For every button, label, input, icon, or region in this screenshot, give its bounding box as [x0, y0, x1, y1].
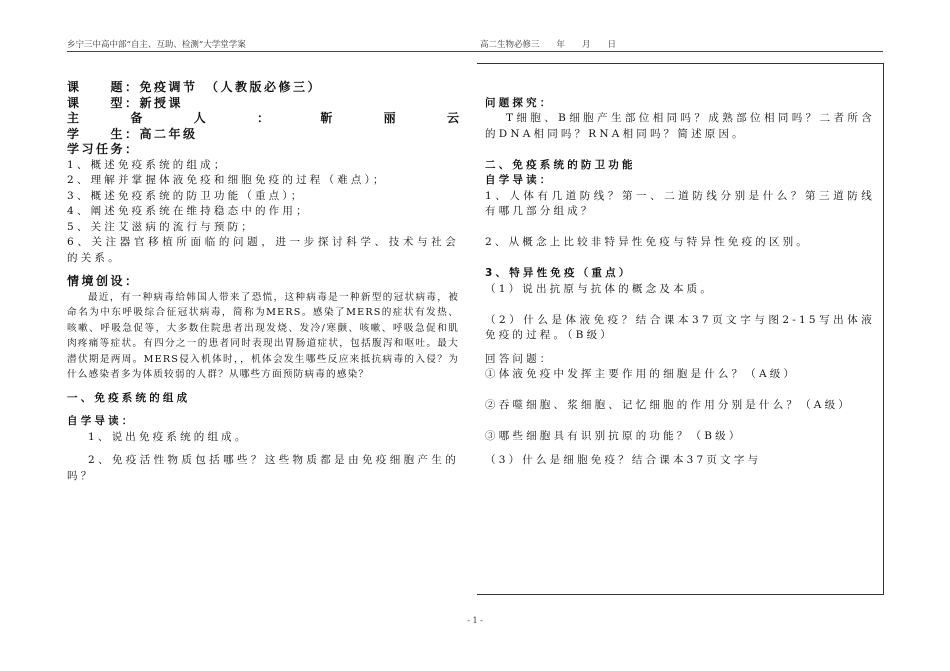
guide-1-title: 自学导读：	[67, 415, 136, 427]
author-char-2: 备	[130, 111, 143, 125]
answer-title: 回答问题：	[485, 352, 554, 365]
item-3-title: 3、特异性免疫（重点）	[485, 267, 633, 279]
header-right: 高二生物必修三 年 月 日	[480, 40, 617, 50]
explore-title: 问题探究：	[485, 96, 554, 109]
task-1: 1、概述免疫系统的组成；	[67, 158, 228, 171]
section-2-title: 二、免疫系统的防卫功能	[485, 158, 636, 171]
author-char-3: 人	[193, 111, 206, 125]
left-column	[67, 80, 459, 484]
task-3: 3、概述免疫系统的防卫功能（重点）；	[67, 189, 305, 202]
lesson-topic: 课 题：免疫调节 （人教版必修三）	[67, 80, 323, 94]
author-char-5: 靳	[320, 111, 333, 125]
situation-text: 最近，有一种病毒给韩国人带来了恐慌，这种病毒是一种新型的冠状病毒，被命名为中东呼吸综合征冠状病毒，简称为MERS。感染了MERS的症状有发热、咳嗽、呼吸急促等，大多数住院患者出现发烧、发冷/寒颤、咳嗽、呼吸急促和肌肉疼痛等症状。有四分之一的患者同时表现出胃肠道症状，包括腹泻和呕吐。最大潜伏期是两周。MERS侵入机体时，，机体会发生哪些反应来抵抗病毒的入侵？为什么感染者多为体质较弱的人群？从哪些方面预防病毒的感染？	[67, 291, 459, 380]
lesson-students: 学 生：高二年级	[67, 126, 198, 141]
task-6: 6、关注器官移植所面临的问题，进一步探讨科学、技术与社会的关系。	[67, 236, 459, 264]
author-char-1: 主	[67, 111, 80, 125]
item-1: 1、人体有几道防线？第一、二道防线分别是什么？第三道防线有哪几部分组成？	[485, 189, 875, 217]
author-char-6: 丽	[383, 111, 396, 125]
item-2: 2、从概念上比较非特异性免疫与特异性免疫的区别。	[485, 236, 810, 248]
page-number: - 1 -	[467, 616, 483, 625]
answer-2: ②吞噬细胞、浆细胞、记忆细胞的作用分别是什么？（A级）	[485, 399, 852, 411]
question-1: 1、说出免疫系统的组成。	[88, 430, 249, 443]
header-left: 乡宁三中高中部“自主、互助、检测”大学堂学案	[67, 40, 246, 50]
explore-text: T细胞、B细胞产生部位相同吗？成熟部位相同吗？二者所含的DNA相同吗？RNA相同吗？简述原因。	[485, 112, 875, 140]
situation-title: 情境创设：	[67, 274, 140, 288]
guide-2-title: 自学导读：	[485, 174, 554, 186]
lesson-author	[67, 111, 459, 127]
question-2: 2、免疫活性物质包括哪些？这些物质都是由免疫细胞产生的吗？	[67, 454, 459, 482]
section-1-title: 一、免疫系统的组成	[67, 391, 191, 404]
item-3a: （1）说出抗原与抗体的概念及本质。	[485, 282, 715, 295]
task-2: 2、理解并掌握体液免疫和细胞免疫的过程（难点）；	[67, 174, 387, 186]
item-3b: （2）什么是体液免疫？结合课本37页文字与图2-15写出体液免疫的过程。（B级）	[485, 313, 875, 341]
tasks-title: 学习任务：	[67, 142, 140, 156]
answer-1: ①体液免疫中发挥主要作用的细胞是什么？（A级）	[485, 368, 798, 380]
item-3c: （3）什么是细胞免疫？结合课本37页文字与	[485, 453, 762, 466]
task-4: 4、阐述免疫系统在维持稳态中的作用；	[67, 205, 310, 217]
lesson-type: 课 型：新授课	[67, 95, 184, 110]
task-5: 5、关注艾滋病的流行与预防；	[67, 220, 255, 233]
author-char-4: ：	[256, 111, 269, 125]
answer-3: ③哪些细胞具有识别抗原的功能？（B级）	[485, 430, 743, 442]
header-rule	[67, 51, 883, 52]
right-column	[485, 80, 875, 468]
author-char-7: 云	[446, 111, 459, 125]
